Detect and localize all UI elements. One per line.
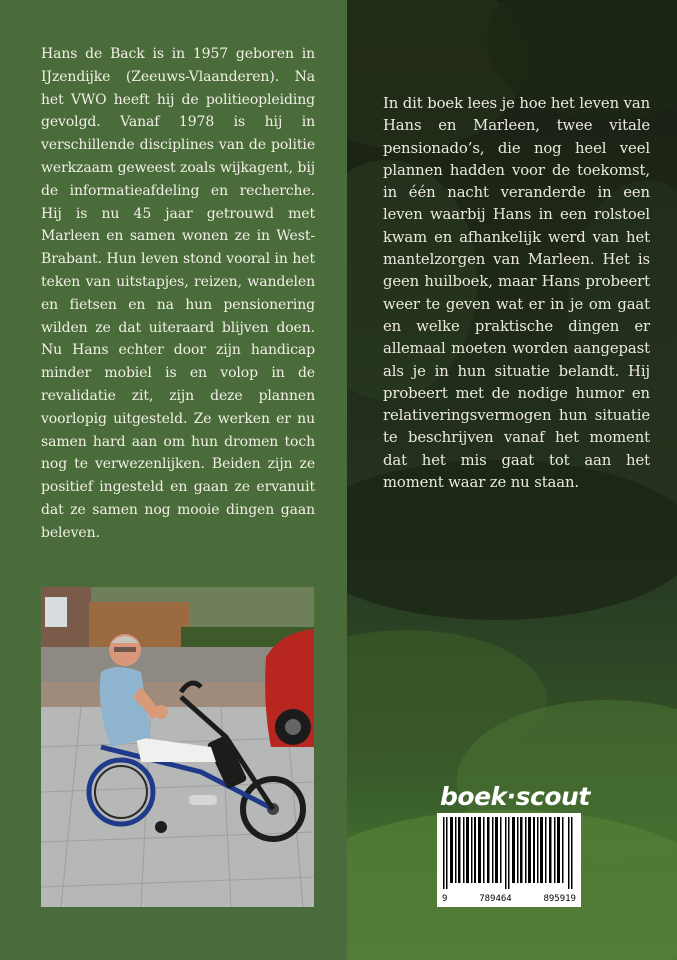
author-bio: Hans de Back is in 1957 geboren in IJzendijke (Zeeuws-Vlaanderen). Na het VWO heeft hij de politieopleiding gevolgd. Vanaf 1978 is hij in verschillende disciplines van de politie werkzaam geweest zoals wijkagent, bij de informatieafdeling en recherche. Hij is nu 45 jaar getrouwd met Marleen en samen wonen ze in West-Brabant. Hun leven stond vooral in het teken van uitstapjes, reizen, wandelen en fietsen en na hun pensionering wilden ze dat uiteraard blijven doen. Nu Hans echter door zijn handicap minder mobiel is en volop in de revalidatie zit, zijn deze plannen voorlopig uitgesteld. Ze werken er nu samen hard aan om hun dromen toch nog te verwezenlijken. Beiden zijn ze positief ingesteld en gaan ze ervanuit dat ze samen nog mooie dingen gaan beleven.	[41, 46, 315, 541]
author-photo	[41, 587, 314, 907]
author-photo-illustration	[41, 587, 314, 907]
isbn-barcode	[437, 813, 581, 907]
isbn-digit-prefix: 9	[442, 894, 448, 904]
barcode-bars	[437, 813, 581, 891]
isbn-number	[437, 894, 581, 904]
right-panel	[347, 0, 677, 960]
isbn-digit-group-1: 789464	[479, 894, 512, 904]
publisher-logo: boek·scout	[440, 782, 590, 811]
isbn-digit-group-2: 895919	[543, 894, 576, 904]
book-blurb: In dit boek lees je hoe het leven van Hans en Marleen, twee vitale pensionado’s, die nog heel veel plannen hadden voor de toekomst, in één nacht veranderde in een leven waarbij Hans in een rolstoel kwam en afhankelijk werd van het mantelzorgen van Marleen. Het is geen huilboek, maar Hans probeert weer te geven wat er in je om gaat en welke praktische dingen er allemaal moeten worden aangepast als je in hun situatie belandt. Hij probeert met de nodige humor en relativeringsvermogen hun situatie te beschrijven vanaf het moment dat het mis gaat tot aan het moment waar ze nu staan.	[383, 95, 651, 492]
